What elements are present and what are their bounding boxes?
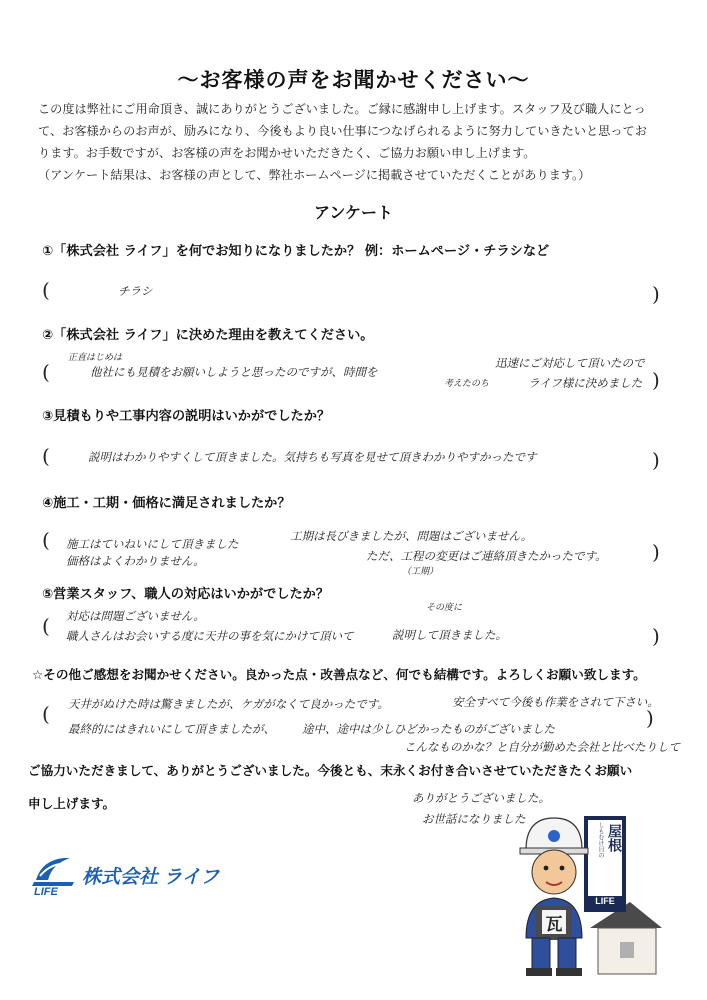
question-2-note: 考えたのち xyxy=(444,379,490,389)
question-4-answer-line: 施工はていねいにして頂きました xyxy=(66,537,239,551)
close-paren: ) xyxy=(652,282,660,306)
question-5-note: その度に xyxy=(426,603,463,613)
open-paren: ( xyxy=(42,702,50,726)
roofer-mascot-icon xyxy=(512,810,662,978)
question-2-note: 正直はじめは xyxy=(68,353,123,363)
question-4-note: （工期） xyxy=(402,567,439,577)
mascot-sign-small: しもむけ目の xyxy=(597,822,604,858)
question-4-answer-line: 工期は長びきましたが、問題はございません。 xyxy=(290,529,533,543)
open-paren: ( xyxy=(42,360,50,384)
handwritten-thanks: お世話になりました xyxy=(422,812,526,826)
close-paren: ) xyxy=(652,448,660,472)
question-3-label: ③見積もりや工事内容の説明はいかがでしたか？ xyxy=(42,409,331,424)
logo-mark-text: LIFE xyxy=(34,886,58,898)
question-5-label: ⑤営業スタッフ、職人の対応はいかがでしたか？ xyxy=(42,587,330,602)
mascot-tile-kanji: 瓦 xyxy=(545,915,563,935)
question-4-label: ④施工・工期・価格に満足されましたか？ xyxy=(42,496,291,511)
open-paren: ( xyxy=(42,614,50,638)
question-2-answer-line: 他社にも見積をお願いしようと思ったのですが、時間を xyxy=(90,365,378,379)
question-4-answer-line: 価格はよくわかりません。 xyxy=(66,554,205,568)
impressions-line: こんなものかな？と自分が勤めた会社と比べたりして xyxy=(404,740,680,754)
question-2-label: ②「株式会社 ライフ」に決めた理由を教えてください。 xyxy=(42,328,374,343)
mascot-sign-title: 屋根 xyxy=(606,824,622,852)
closing-line: 申し上げます。 xyxy=(28,796,116,811)
close-paren: ) xyxy=(652,540,660,564)
question-5-answer-line: 説明して頂きました。 xyxy=(392,628,507,642)
close-paren: ) xyxy=(652,624,660,648)
close-paren: ) xyxy=(652,368,660,392)
mascot-sign-brand: LIFE xyxy=(595,896,615,906)
intro-line: て、お客様からのお声が、励みになり、今後もより良い仕事につなげられるように努力していきたいと思ってお xyxy=(38,124,647,138)
impressions-line: 途中、途中は少しひどかったものがございました xyxy=(302,722,555,736)
handwritten-thanks: ありがとうございました。 xyxy=(412,791,550,805)
impressions-line: 天井がぬけた時は驚きましたが、ケガがなくて良かったです。 xyxy=(68,697,389,711)
intro-text xyxy=(38,98,678,186)
company-name: 株式会社 ライフ xyxy=(82,867,220,888)
question-1-answer: チラシ xyxy=(118,284,153,298)
open-paren: ( xyxy=(42,278,50,302)
question-2-answer-line: ライフ様に決めました xyxy=(528,376,643,390)
question-1-label: ①「株式会社 ライフ」を何でお知りになりましたか？ 例：ホームページ・チラシなど xyxy=(42,244,550,259)
impressions-line: 最終的にはきれいにして頂きましたが、 xyxy=(68,722,275,736)
impressions-label: ☆その他ご感想をお聞かせください。良かった点・改善点など、何でも結構です。よろしくお願い致します。 xyxy=(32,667,646,682)
survey-title: アンケート xyxy=(313,203,394,222)
closing-line: ご協力いただきまして、ありがとうございました。今後とも、末永くお付き合いさせていただきたくお願い xyxy=(28,763,633,778)
intro-line: この度は弊社にご用命頂き、誠にありがとうございました。ご縁に感謝申し上げます。スタッフ及び職人にとっ xyxy=(38,102,646,116)
question-4-answer-line: ただ、工程の変更はご連絡頂きたかったです。 xyxy=(366,549,607,563)
open-paren: ( xyxy=(42,444,50,468)
question-3-answer: 説明はわかりやすくして頂きました。気持ちも写真を見せて頂きわかりやすかったです xyxy=(88,450,537,464)
question-5-answer-line: 対応は問題ございません。 xyxy=(66,609,205,623)
question-5-answer-line: 職人さんはお会いする度に天井の事を気にかけて頂いて xyxy=(66,629,354,643)
close-paren: ) xyxy=(646,706,654,730)
mascot-illustration xyxy=(512,810,662,978)
intro-line: ります。お手数ですが、お客様の声をお聞かせいただきたく、ご協力お願い申し上げます。 xyxy=(38,146,536,160)
page-title: 〜お客様の声をお聞かせください〜 xyxy=(177,68,530,92)
open-paren: ( xyxy=(42,528,50,552)
impressions-line: 安全すべて今後も作業をされて下さい。 xyxy=(452,695,659,709)
company-logo xyxy=(30,850,220,902)
intro-line: （アンケート結果は、お客様の声として、弊社ホームページに掲載させていただくことがあります。） xyxy=(38,168,591,182)
question-2-answer-line: 迅速にご対応して頂いたので xyxy=(495,356,645,370)
